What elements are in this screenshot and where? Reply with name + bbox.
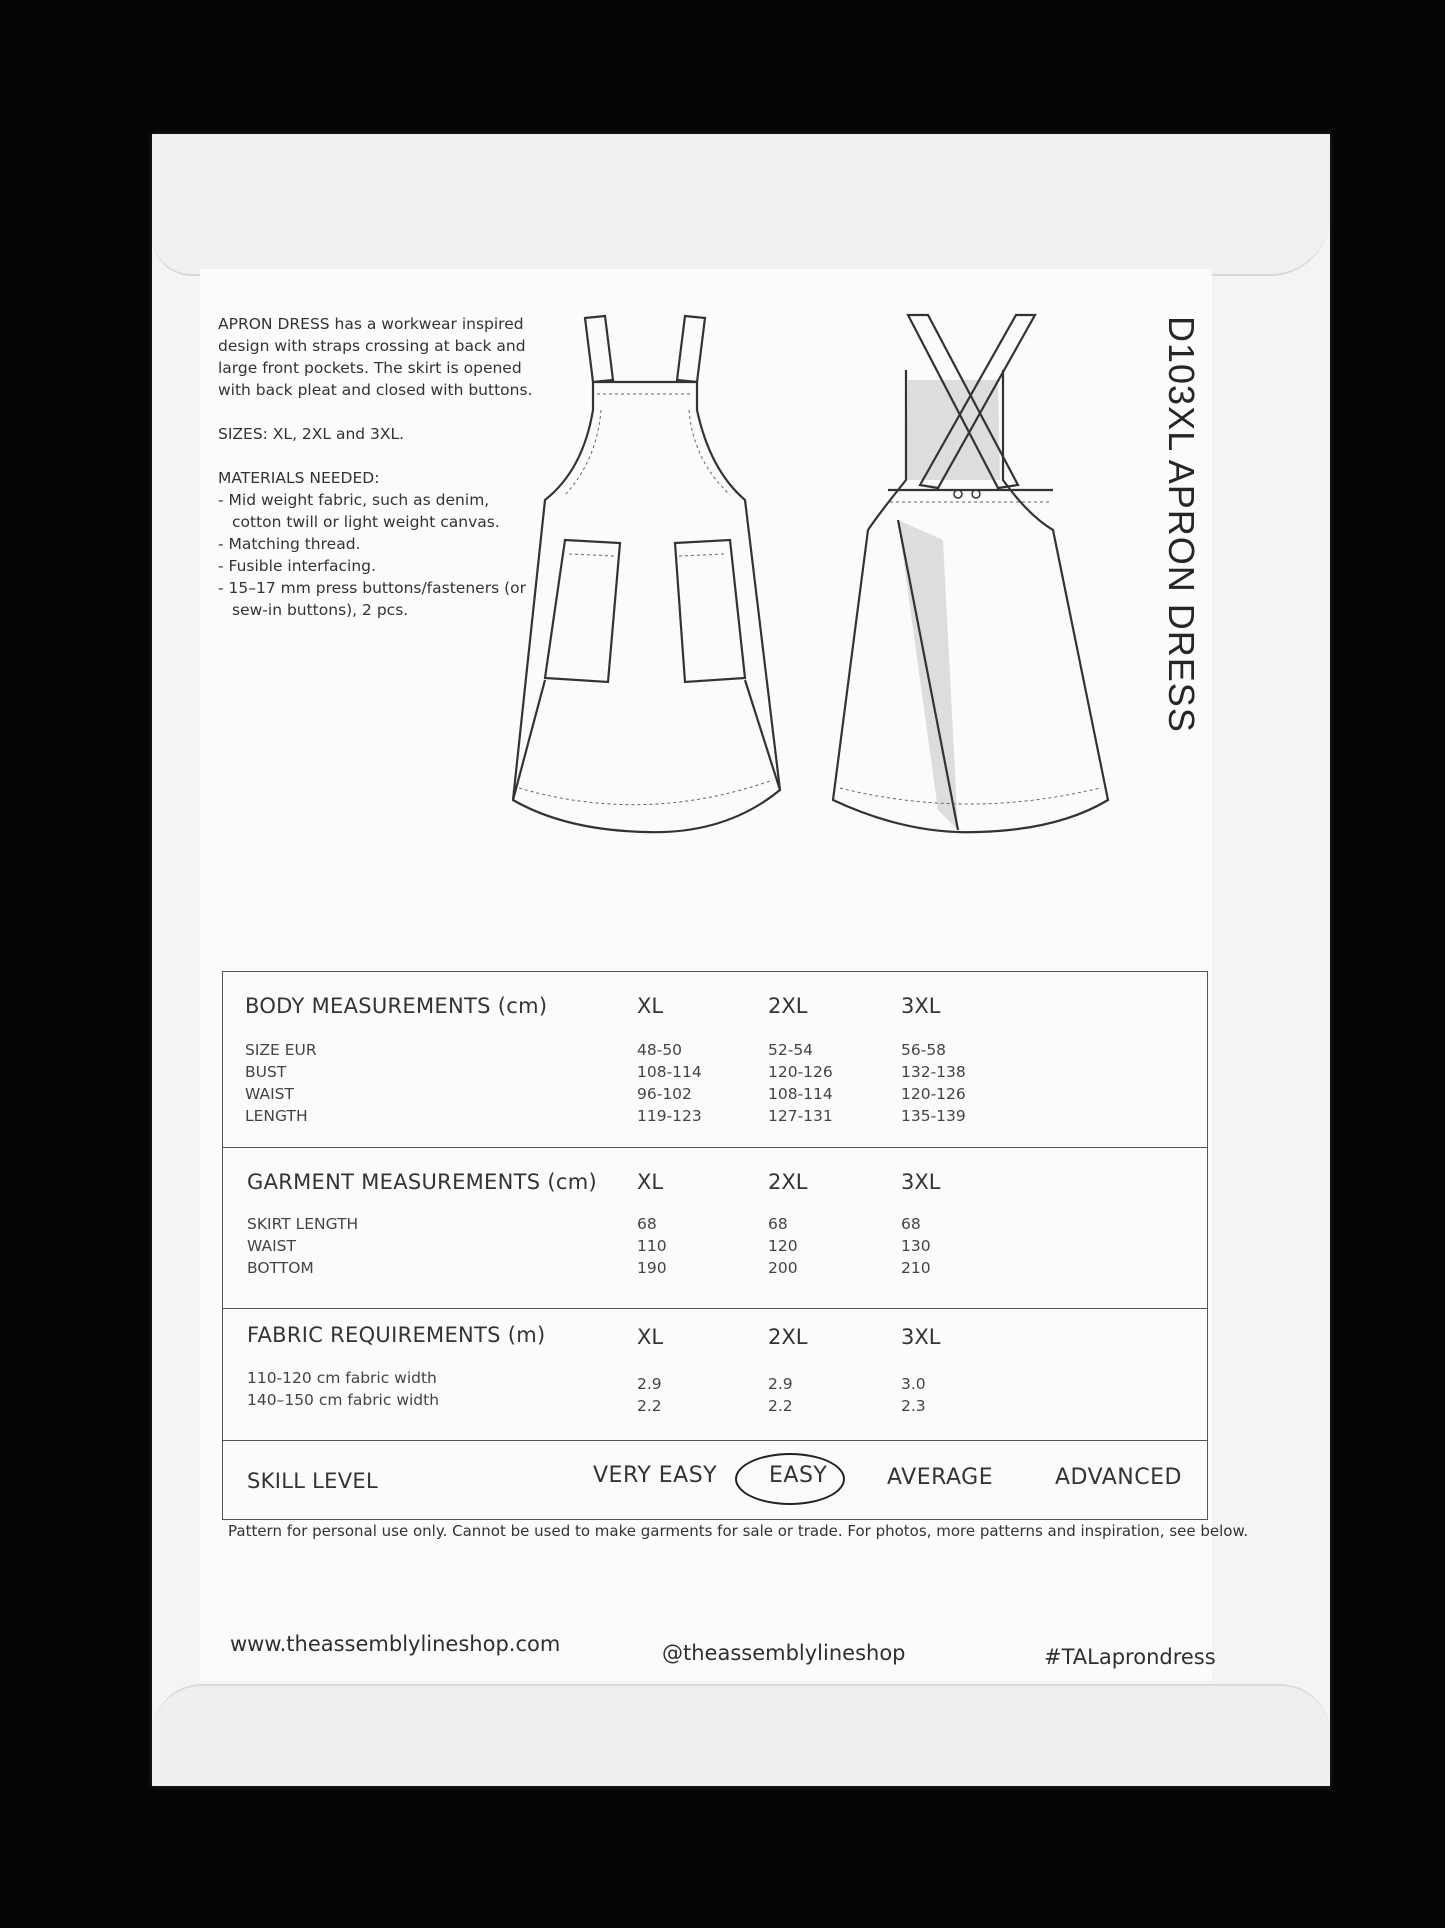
cell: 48-50 <box>637 1041 683 1059</box>
row-label: WAIST <box>245 1085 294 1103</box>
cell: 2.2 <box>637 1397 662 1415</box>
cell: 2.9 <box>768 1375 793 1393</box>
cell: 108-114 <box>768 1085 833 1103</box>
row-label: BUST <box>245 1063 287 1081</box>
materials-list <box>218 489 538 621</box>
envelope-top-flap <box>152 134 1330 276</box>
skill-option-average: AVERAGE <box>887 1465 994 1490</box>
website-link[interactable]: www.theassemblylineshop.com <box>230 1632 561 1656</box>
material-item: - 15–17 mm press buttons/fasteners (or sew-in buttons), 2 pcs. <box>218 577 538 621</box>
skill-level-table <box>222 1440 1208 1520</box>
section-title: SKILL LEVEL <box>247 1469 378 1493</box>
envelope-bottom-flap <box>152 1684 1330 1786</box>
row-label: SKIRT LENGTH <box>247 1215 359 1233</box>
cell: 119-123 <box>637 1107 702 1125</box>
section-title: GARMENT MEASUREMENTS (cm) <box>247 1170 597 1194</box>
column-header: 3XL <box>901 1170 941 1194</box>
cell: 68 <box>768 1215 788 1233</box>
column-header: 2XL <box>768 1170 808 1194</box>
skill-option-advanced: ADVANCED <box>1055 1465 1182 1490</box>
material-item: - Matching thread. <box>218 533 538 555</box>
column-header: 3XL <box>901 1325 941 1349</box>
row-label: 110-120 cm fabric width <box>247 1369 437 1387</box>
row-label: LENGTH <box>245 1107 308 1125</box>
front-view-sketch <box>505 310 795 840</box>
column-header: XL <box>637 994 664 1018</box>
cell: 2.2 <box>768 1397 793 1415</box>
cell: 110 <box>637 1237 667 1255</box>
cell: 210 <box>901 1259 931 1277</box>
hashtag[interactable]: #TALaprondress <box>1044 1645 1216 1669</box>
footnote: Pattern for personal use only. Cannot be used to make garments for sale or trade. For photos, more patterns and inspiration, see below. <box>228 1522 1249 1540</box>
cell: 127-131 <box>768 1107 833 1125</box>
pattern-title: D103XL APRON DRESS <box>1161 316 1202 733</box>
material-item: - Fusible interfacing. <box>218 555 538 577</box>
cell: 108-114 <box>637 1063 702 1081</box>
cell: 132-138 <box>901 1063 966 1081</box>
cell: 120 <box>768 1237 798 1255</box>
selected-skill-circle <box>735 1453 845 1505</box>
intro-text <box>218 313 538 621</box>
social-handle[interactable]: @theassemblylineshop <box>662 1641 906 1665</box>
skill-option-easy: EASY <box>769 1463 828 1488</box>
cell: 3.0 <box>901 1375 926 1393</box>
body-measurements-table <box>222 971 1208 1148</box>
cell: 52-54 <box>768 1041 814 1059</box>
back-view-sketch <box>828 310 1113 840</box>
cell: 96-102 <box>637 1085 692 1103</box>
material-item: - Mid weight fabric, such as denim, cotton twill or light weight canvas. <box>218 489 538 533</box>
column-header: 2XL <box>768 1325 808 1349</box>
cell: 135-139 <box>901 1107 966 1125</box>
cell: 2.3 <box>901 1397 926 1415</box>
cell: 68 <box>901 1215 921 1233</box>
cell: 56-58 <box>901 1041 947 1059</box>
description: APRON DRESS has a workwear inspired design with straps crossing at back and large front pockets. The skirt is opened with back pleat and closed with buttons. <box>218 315 533 399</box>
row-label: SIZE EUR <box>245 1041 317 1059</box>
section-title: FABRIC REQUIREMENTS (m) <box>247 1323 546 1347</box>
cell: 190 <box>637 1259 667 1277</box>
section-title: BODY MEASUREMENTS (cm) <box>245 994 548 1018</box>
cell: 130 <box>901 1237 931 1255</box>
column-header: 2XL <box>768 994 808 1018</box>
row-label: 140–150 cm fabric width <box>247 1391 440 1409</box>
column-header: XL <box>637 1170 664 1194</box>
row-label: BOTTOM <box>247 1259 314 1277</box>
fabric-requirements-table <box>222 1308 1208 1441</box>
cell: 120-126 <box>768 1063 833 1081</box>
column-header: 3XL <box>901 994 941 1018</box>
cell: 2.9 <box>637 1375 662 1393</box>
column-header: XL <box>637 1325 664 1349</box>
row-label: WAIST <box>247 1237 296 1255</box>
cell: 68 <box>637 1215 657 1233</box>
cell: 200 <box>768 1259 798 1277</box>
skill-option-very-easy: VERY EASY <box>593 1463 718 1488</box>
cell: 120-126 <box>901 1085 966 1103</box>
garment-measurements-table <box>222 1147 1208 1309</box>
sizes-line: SIZES: XL, 2XL and 3XL. <box>218 425 405 443</box>
materials-heading: MATERIALS NEEDED: <box>218 469 380 487</box>
